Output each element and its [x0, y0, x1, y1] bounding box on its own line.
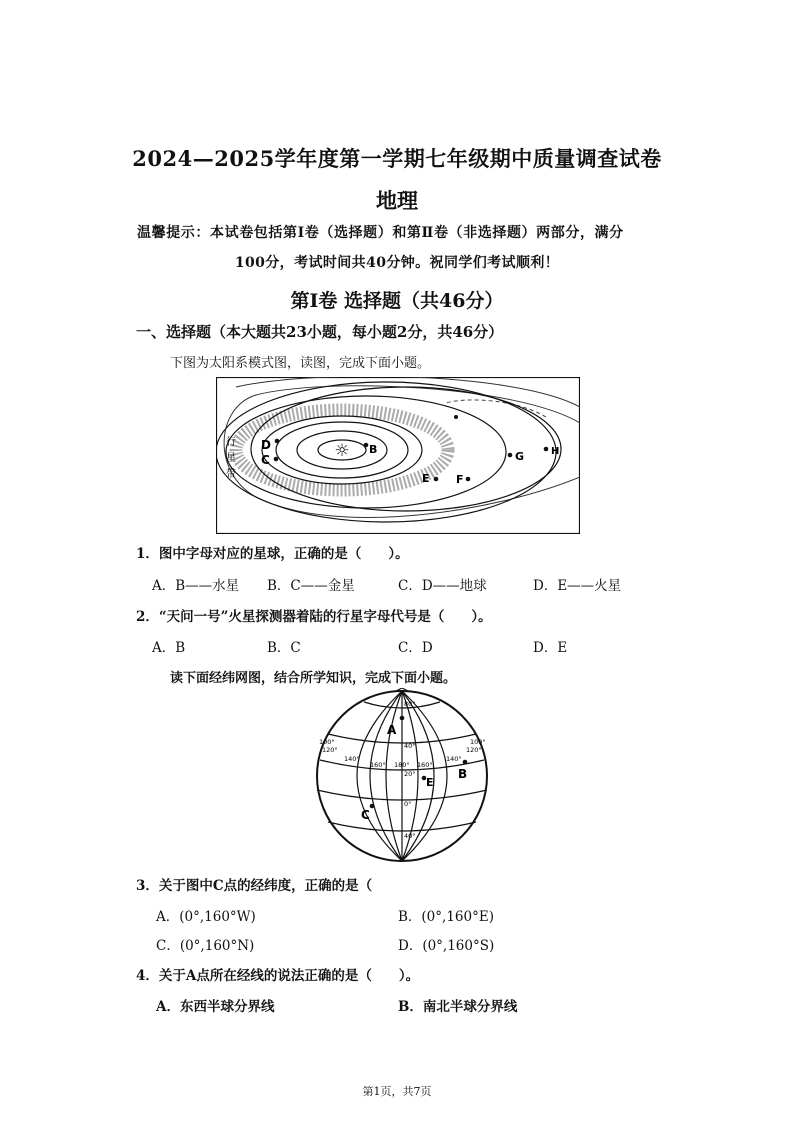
point-E-label: E — [426, 776, 434, 789]
point-A-label: A — [387, 723, 397, 737]
q2-option-c[interactable]: C．D — [398, 640, 433, 656]
q4-option-b[interactable]: B．南北半球分界线 — [398, 999, 518, 1015]
exam-title: 2024—2025学年度第一学期七年级期中质量调查试卷 — [132, 146, 662, 171]
q3-option-a[interactable]: A．(0°,160°W) — [156, 909, 256, 925]
question-3-stem: 3．关于图中C点的经纬度，正确的是（ — [136, 878, 373, 894]
planet-D-label: D — [261, 438, 271, 452]
section-title: 一、选择题（本大题共23小题，每小题2分，共46分） — [136, 323, 504, 341]
lon-140w-label: 140° — [344, 755, 360, 763]
q3-option-c[interactable]: C．(0°,160°N) — [156, 938, 255, 954]
figure1-intro: 下图为太阳系模式图，读图，完成下面小题。 — [170, 356, 431, 371]
planet-C-label: C — [261, 453, 270, 467]
point-B-dot — [463, 760, 468, 765]
point-A-dot — [400, 716, 405, 721]
point-C-dot — [370, 804, 375, 809]
q3-option-d[interactable]: D．(0°,160°S) — [398, 938, 495, 954]
planet-G-label: G — [515, 450, 525, 463]
lon-140e-label: 140° — [446, 755, 462, 763]
q1-option-c[interactable]: C．D——地球 — [398, 578, 487, 594]
q1-option-b[interactable]: B．C——金星 — [267, 578, 355, 594]
planet-E-dot — [434, 477, 439, 482]
planet-G-dot — [508, 453, 513, 458]
solar-system-figure — [216, 377, 580, 534]
point-C-label: C — [361, 808, 370, 822]
lon-100w-label: 100° — [319, 738, 335, 746]
part-title: 第Ⅰ卷 选择题（共46分） — [290, 290, 504, 312]
lon-100e-label: 100° — [470, 738, 486, 746]
tip-line-1: 温馨提示：本试卷包括第Ⅰ卷（选择题）和第Ⅱ卷（非选择题）两部分，满分 — [137, 225, 624, 241]
lon-160e-label: 160° — [417, 761, 433, 769]
planet-E-label: E — [422, 472, 430, 485]
subject-title: 地理 — [376, 188, 418, 213]
lat-20-label: 20° — [404, 770, 416, 778]
planet-B-dot — [364, 443, 369, 448]
figure2-intro: 读下面经纬网图，结合所学知识，完成下面小题。 — [170, 671, 457, 686]
q1-option-a[interactable]: A．B——水星 — [152, 578, 240, 594]
planet-B-label: B — [369, 443, 378, 456]
question-1-stem: 1．图中字母对应的星球，正确的是（ ）。 — [136, 546, 409, 562]
lat-40n-label: 40° — [404, 742, 416, 750]
lat-40s-label: 40° — [404, 832, 416, 840]
belt-label-2: 星 — [226, 453, 236, 464]
lat-80-label: 80° — [404, 700, 416, 708]
lon-120w-label: 120° — [322, 746, 338, 754]
planet-C-dot — [274, 457, 279, 462]
q2-option-d[interactable]: D．E — [533, 640, 568, 656]
point-B-label: B — [458, 767, 468, 781]
page-footer: 第1页，共7页 — [362, 1085, 432, 1098]
planet-H-label: H — [551, 446, 560, 457]
q2-option-a[interactable]: A．B — [152, 640, 186, 656]
planet-F-label: F — [456, 473, 464, 486]
q4-option-a[interactable]: A．东西半球分界线 — [156, 999, 275, 1015]
lon-180-label: 180° — [394, 761, 410, 769]
belt-label-1: 行 — [226, 437, 236, 448]
graticule-globe-figure — [310, 688, 494, 864]
q1-option-d[interactable]: D．E——火星 — [533, 578, 622, 594]
lat-0-label: 0° — [404, 800, 412, 808]
q2-option-b[interactable]: B．C — [267, 640, 301, 656]
q3-option-b[interactable]: B．(0°,160°E) — [398, 909, 494, 925]
planet-D-dot — [275, 439, 280, 444]
sun-symbol: ☼ — [334, 441, 350, 461]
planet-F-dot — [466, 477, 471, 482]
tip-line-2: 100分，考试时间共40分钟。祝同学们考试顺利！ — [234, 255, 560, 271]
question-2-stem: 2．“天问一号”火星探测器着陆的行星字母代号是（ ）。 — [136, 609, 492, 625]
question-4-stem: 4．关于A点所在经线的说法正确的是（ ）。 — [136, 968, 420, 984]
lon-160w-label: 160° — [370, 761, 386, 769]
planet-H-dot — [544, 447, 549, 452]
comet-dot — [454, 415, 458, 419]
belt-label-3: 带 — [226, 469, 236, 480]
lon-120e-label: 120° — [466, 746, 482, 754]
